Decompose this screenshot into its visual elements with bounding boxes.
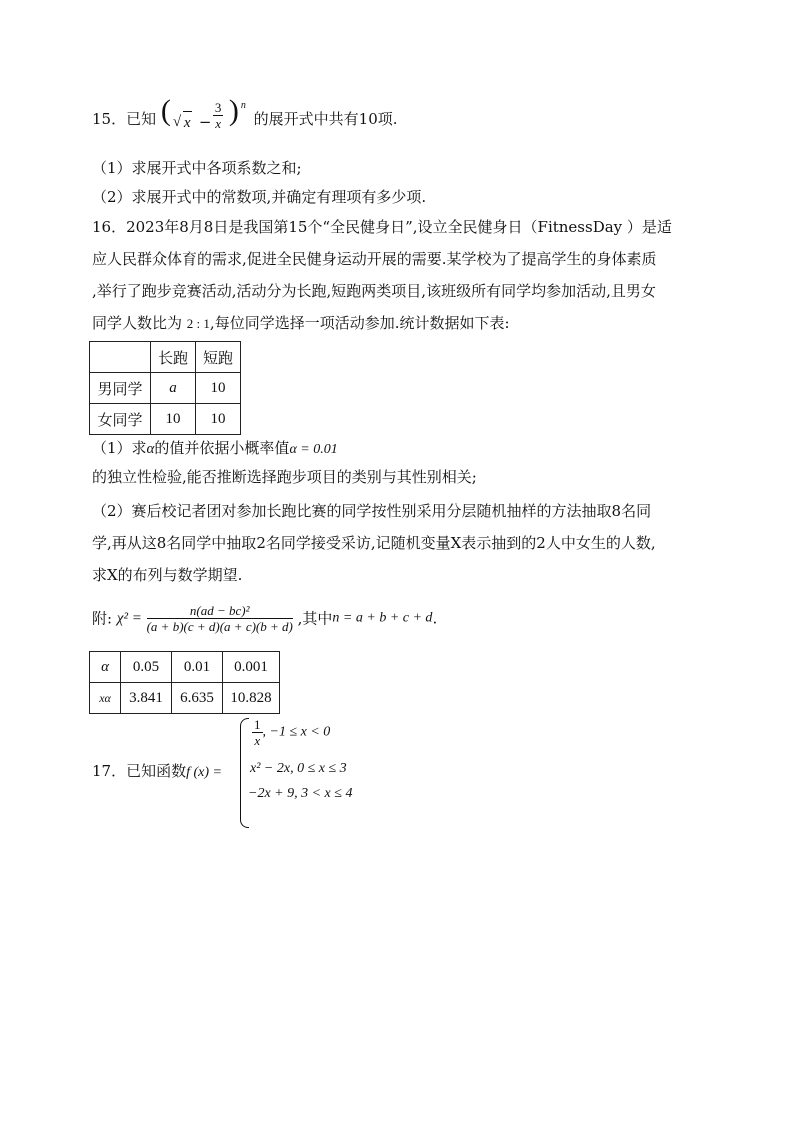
q16-part1-cont: 的独立性检验,能否推断选择跑步项目的类别与其性别相关; xyxy=(92,468,477,486)
exponent: n xyxy=(240,100,246,111)
table-cell: 10.828 xyxy=(223,683,280,714)
q16-line4: 同学人数比为 2 : 1,每位同学选择一项活动参加.统计数据如下表: xyxy=(92,314,510,332)
q16-part2-a: （2）赛后校记者团对参加长跑比赛的同学按性别采用分层随机抽样的方法抽取8名同 xyxy=(92,502,652,520)
piecewise-case-2: x² − 2x, 0 ≤ x ≤ 3 xyxy=(250,761,347,776)
q15-prefix: 已知 xyxy=(126,110,157,128)
n-definition: n = a + b + c + d xyxy=(332,610,433,626)
ratio: 2 : 1 xyxy=(186,316,210,331)
table-cell: xα xyxy=(90,683,121,714)
q17-number: 17． xyxy=(92,762,127,780)
table-cell: 男同学 xyxy=(90,373,151,404)
function-name: f (x) = xyxy=(186,765,222,780)
q16-appendix: 附: χ² = $\frac{\text{n(ad − bc)²}}{(a + b)(c + d)(a + c)(b + d)}$ ,其中n = a + b + c + d. xyxy=(92,603,438,634)
q16-part2-b: 学,再从这8名同学中抽取2名同学接受采访,记随机变量X表示抽到的2人中女生的人数, xyxy=(92,534,656,552)
q16-line3: ,举行了跑步竞赛活动,活动分为长跑,短跑两类项目,该班级所有同学均参加活动,且男女 xyxy=(92,282,656,300)
sqrt-arg: x xyxy=(183,111,192,134)
table-cell: 女同学 xyxy=(90,404,151,435)
q16-part1: （1）求α的值并依据小概率值α = 0.01 xyxy=(92,439,338,457)
table-cell xyxy=(90,342,151,373)
table-cell: 10 xyxy=(196,373,241,404)
table-cell: 0.001 xyxy=(223,652,280,683)
table-row xyxy=(90,342,241,373)
q16-part2-c: 求X的布列与数学期望. xyxy=(92,566,243,584)
table-row xyxy=(90,404,241,435)
table-cell: 10 xyxy=(151,404,196,435)
chi-square-formula: $\frac{\text{n(ad − bc)²}}{(a + b)(c + d)(a + c)(b + d)}$ xyxy=(146,603,293,634)
q15-part2: （2）求展开式中的常数项,并确定有理项有多少项. xyxy=(92,188,427,206)
piecewise-case-3: −2x + 9, 3 < x ≤ 4 xyxy=(248,786,353,801)
q15-expression: ( √ x − $\frac{3}{x}$ ) n xyxy=(161,109,249,131)
q15-suffix: 的展开式中共有10项. xyxy=(253,110,398,128)
table-cell: 3.841 xyxy=(121,683,172,714)
minus-sign: − xyxy=(198,113,212,131)
chi-square-symbol: χ² = xyxy=(116,610,142,627)
table-cell: 6.635 xyxy=(172,683,223,714)
critical-value-table xyxy=(89,651,280,714)
table-row xyxy=(90,652,280,683)
q15-part1: （1）求展开式中各项系数之和; xyxy=(92,159,302,177)
q15-statement xyxy=(92,94,492,138)
q17-statement xyxy=(92,760,222,784)
piecewise-brace xyxy=(240,718,249,828)
table-cell: α xyxy=(90,652,121,683)
q16-line2: 应人民群众体育的需求,促进全民健身运动开展的需要.某学校为了提高学生的身体素质 xyxy=(92,250,657,268)
table-header: 短跑 xyxy=(196,342,241,373)
appendix-label: 附: xyxy=(92,609,113,628)
survey-table xyxy=(89,341,241,435)
piecewise-case-1: $\frac{1}{x}$ , −1 ≤ x < 0 xyxy=(254,717,331,748)
table-row xyxy=(90,683,280,714)
q15-number: 15． xyxy=(92,110,127,128)
q17-prefix: 已知函数 xyxy=(126,762,187,780)
sqrt-symbol: √ xyxy=(172,114,182,130)
table-cell: a xyxy=(151,373,196,404)
table-header: 长跑 xyxy=(151,342,196,373)
table-cell: 0.01 xyxy=(172,652,223,683)
table-cell: 10 xyxy=(196,404,241,435)
table-row xyxy=(90,373,241,404)
q15-fraction: $\frac{3}{x}$ xyxy=(214,100,222,131)
table-cell: 0.05 xyxy=(121,652,172,683)
q16-line1: 16．2023年8月8日是我国第15个“全民健身日”,设立全民健身日（FitnessDay ）是适 xyxy=(92,218,672,236)
